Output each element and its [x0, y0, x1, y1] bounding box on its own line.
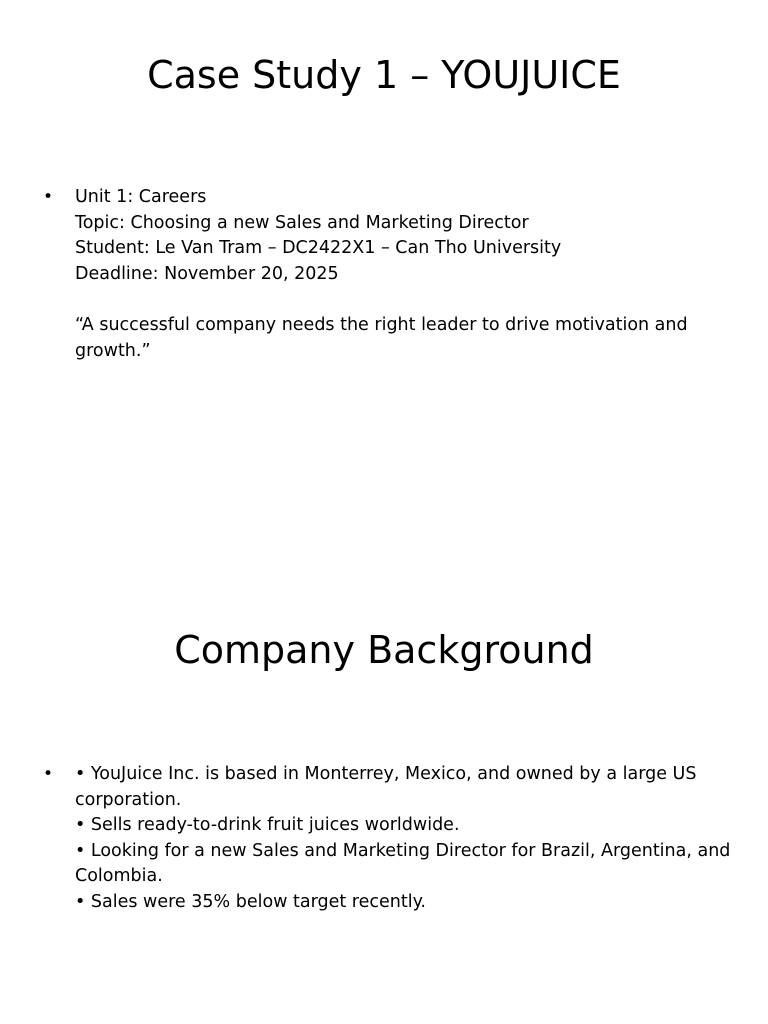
- bullet-list: [43, 762, 733, 916]
- bullet-text: [75, 185, 733, 364]
- text-line-hiring: • Looking for a new Sales and Marketing Director for Brazil, Argentina, and Colombia.: [75, 840, 731, 887]
- text-line-sales: • Sales were 35% below target recently.: [75, 891, 426, 912]
- bullet-list: [43, 185, 733, 364]
- text-line-student: Student: Le Van Tram – DC2422X1 – Can Tho University: [75, 238, 562, 259]
- text-line-quote: “A successful company needs the right leader to drive motivation and growth.”: [75, 314, 688, 361]
- slide-company-background: [0, 512, 768, 1024]
- text-line-location: • YouJuice Inc. is based in Monterrey, Mexico, and owned by a large US corporation.: [75, 764, 697, 810]
- text-line-topic: Topic: Choosing a new Sales and Marketing Director: [75, 212, 529, 233]
- bullet-marker: •: [43, 764, 54, 784]
- text-line-unit: Unit 1: Careers: [75, 187, 207, 207]
- bullet-text: [75, 762, 733, 916]
- text-line-blank: [75, 287, 733, 313]
- bullet-marker: •: [43, 187, 54, 207]
- text-line-products: • Sells ready-to-drink fruit juices worldwide.: [75, 815, 460, 836]
- slide-title: Case Study 1 – YOUJUICE: [147, 53, 621, 97]
- text-line-deadline: Deadline: November 20, 2025: [75, 263, 339, 284]
- slide-title: Company Background: [174, 628, 594, 672]
